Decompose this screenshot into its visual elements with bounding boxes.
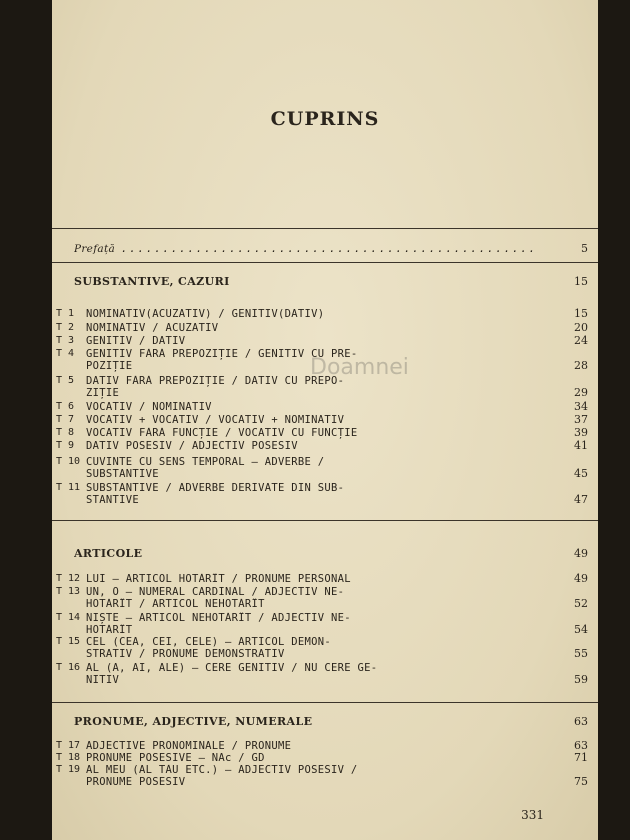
entry-text: GENITIV / DATIV: [86, 335, 186, 347]
entry-text: HOTĂRÎT: [86, 624, 133, 636]
entry-text: SUBSTANTIVE / ADVERBE DERIVATE DIN SUB-: [86, 482, 345, 494]
entry-text: NOMINATIV(ACUZATIV) / GENITIV(DATIV): [86, 308, 325, 320]
section-title: SUBSTANTIVE, CAZURI: [74, 276, 230, 288]
entry-text: AL MEU (AL TĂU ETC.) — ADJECTIV POSESIV /: [86, 764, 358, 776]
entry-text: ADJECTIVE PRONOMINALE / PRONUME: [86, 740, 292, 752]
entry-page: 54: [574, 623, 588, 636]
preface-page: 5: [581, 242, 588, 255]
entry-text: SUBSTANTIVE: [86, 468, 159, 480]
entry-text: STRATIV / PRONUME DEMONSTRATIV: [86, 648, 285, 660]
entry-text: VOCATIV / NOMINATIV: [86, 401, 212, 413]
entry-page: 34: [574, 400, 588, 413]
entry-number: T 1: [56, 308, 75, 319]
entry-text: PRONUME POSESIV: [86, 776, 186, 788]
entry-text: NOMINATIV / ACUZATIV: [86, 322, 219, 334]
entry-text: CEL (CEA, CEI, CELE) — ARTICOL DEMON-: [86, 636, 331, 648]
entry-page: 71: [574, 751, 588, 764]
entry-text: LUI — ARTICOL HOTĂRÎT / PRONUME PERSONAL: [86, 573, 351, 585]
page-number: 331: [521, 808, 544, 822]
section-page: 15: [574, 275, 588, 288]
entry-number: T 16: [56, 662, 81, 673]
section-title: ARTICOLE: [74, 548, 143, 560]
entry-number: T 13: [56, 586, 81, 597]
entry-text: HOTĂRÎT / ARTICOL NEHOTĂRÎT: [86, 598, 265, 610]
preface-label: Prefață ..................................................: [74, 243, 538, 255]
entry-number: T 18: [56, 752, 81, 763]
entry-page: 63: [574, 739, 588, 752]
entry-number: T 12: [56, 573, 81, 584]
entry-number: T 11: [56, 482, 81, 493]
entry-page: 49: [574, 572, 588, 585]
entry-text: NITIV: [86, 674, 120, 686]
entry-text: AL (A, AI, ALE) — CERE GENITIV / NU CERE GE-: [86, 662, 378, 674]
entry-page: 52: [574, 597, 588, 610]
entry-number: T 6: [56, 401, 75, 412]
watermark-text: Doamnei: [310, 355, 409, 380]
divider-rule: [52, 228, 598, 229]
entry-text: DATIV POSESIV / ADJECTIV POSESIV: [86, 440, 298, 452]
entry-number: T 17: [56, 740, 81, 751]
entry-text: DATIV FĂRĂ PREPOZIȚIE / DATIV CU PREPO-: [86, 375, 345, 387]
section-page: 49: [574, 547, 588, 560]
entry-page: 20: [574, 321, 588, 334]
leader-dots: ..................................................: [121, 243, 538, 255]
divider-rule: [52, 262, 598, 263]
entry-number: T 10: [56, 456, 81, 467]
entry-text: STANTIVE: [86, 494, 139, 506]
page-title: CUPRINS: [270, 108, 380, 130]
entry-text: UN, O — NUMERAL CARDINAL / ADJECTIV NE-: [86, 586, 345, 598]
entry-page: 41: [574, 439, 588, 452]
entry-number: T 5: [56, 375, 75, 386]
section-page: 63: [574, 715, 588, 728]
entry-page: 59: [574, 673, 588, 686]
entry-page: 29: [574, 386, 588, 399]
entry-text: CUVINTE CU SENS TEMPORAL — ADVERBE /: [86, 456, 325, 468]
entry-page: 39: [574, 426, 588, 439]
entry-text: POZIȚIE: [86, 360, 133, 372]
entry-page: 28: [574, 359, 588, 372]
entry-text: VOCATIV FĂRĂ FUNCȚIE / VOCATIV CU FUNCȚIE: [86, 427, 358, 439]
entry-page: 75: [574, 775, 588, 788]
entry-text: VOCATIV + VOCATIV / VOCATIV + NOMINATIV: [86, 414, 345, 426]
entry-page: 24: [574, 334, 588, 347]
entry-number: T 15: [56, 636, 81, 647]
entry-number: T 3: [56, 335, 75, 346]
entry-number: T 14: [56, 612, 81, 623]
entry-page: 47: [574, 493, 588, 506]
entry-text: NIȘTE — ARTICOL NEHOTĂRÎT / ADJECTIV NE-: [86, 612, 351, 624]
section-title: PRONUME, ADJECTIVE, NUMERALE: [74, 716, 313, 728]
entry-text: GENITIV FĂRĂ PREPOZIȚIE / GENITIV CU PRE-: [86, 348, 358, 360]
divider-rule: [52, 520, 598, 521]
divider-rule: [52, 702, 598, 703]
entry-number: T 7: [56, 414, 75, 425]
entry-text: PRONUME POSESIVE — NAc / GD: [86, 752, 265, 764]
entry-page: 45: [574, 467, 588, 480]
entry-number: T 2: [56, 322, 75, 333]
entry-page: 15: [574, 307, 588, 320]
book-page: [52, 0, 598, 840]
entry-text: ZIȚIE: [86, 387, 120, 399]
entry-number: T 9: [56, 440, 75, 451]
entry-number: T 4: [56, 348, 75, 359]
entry-number: T 19: [56, 764, 81, 775]
entry-page: 37: [574, 413, 588, 426]
entry-page: 55: [574, 647, 588, 660]
entry-number: T 8: [56, 427, 75, 438]
